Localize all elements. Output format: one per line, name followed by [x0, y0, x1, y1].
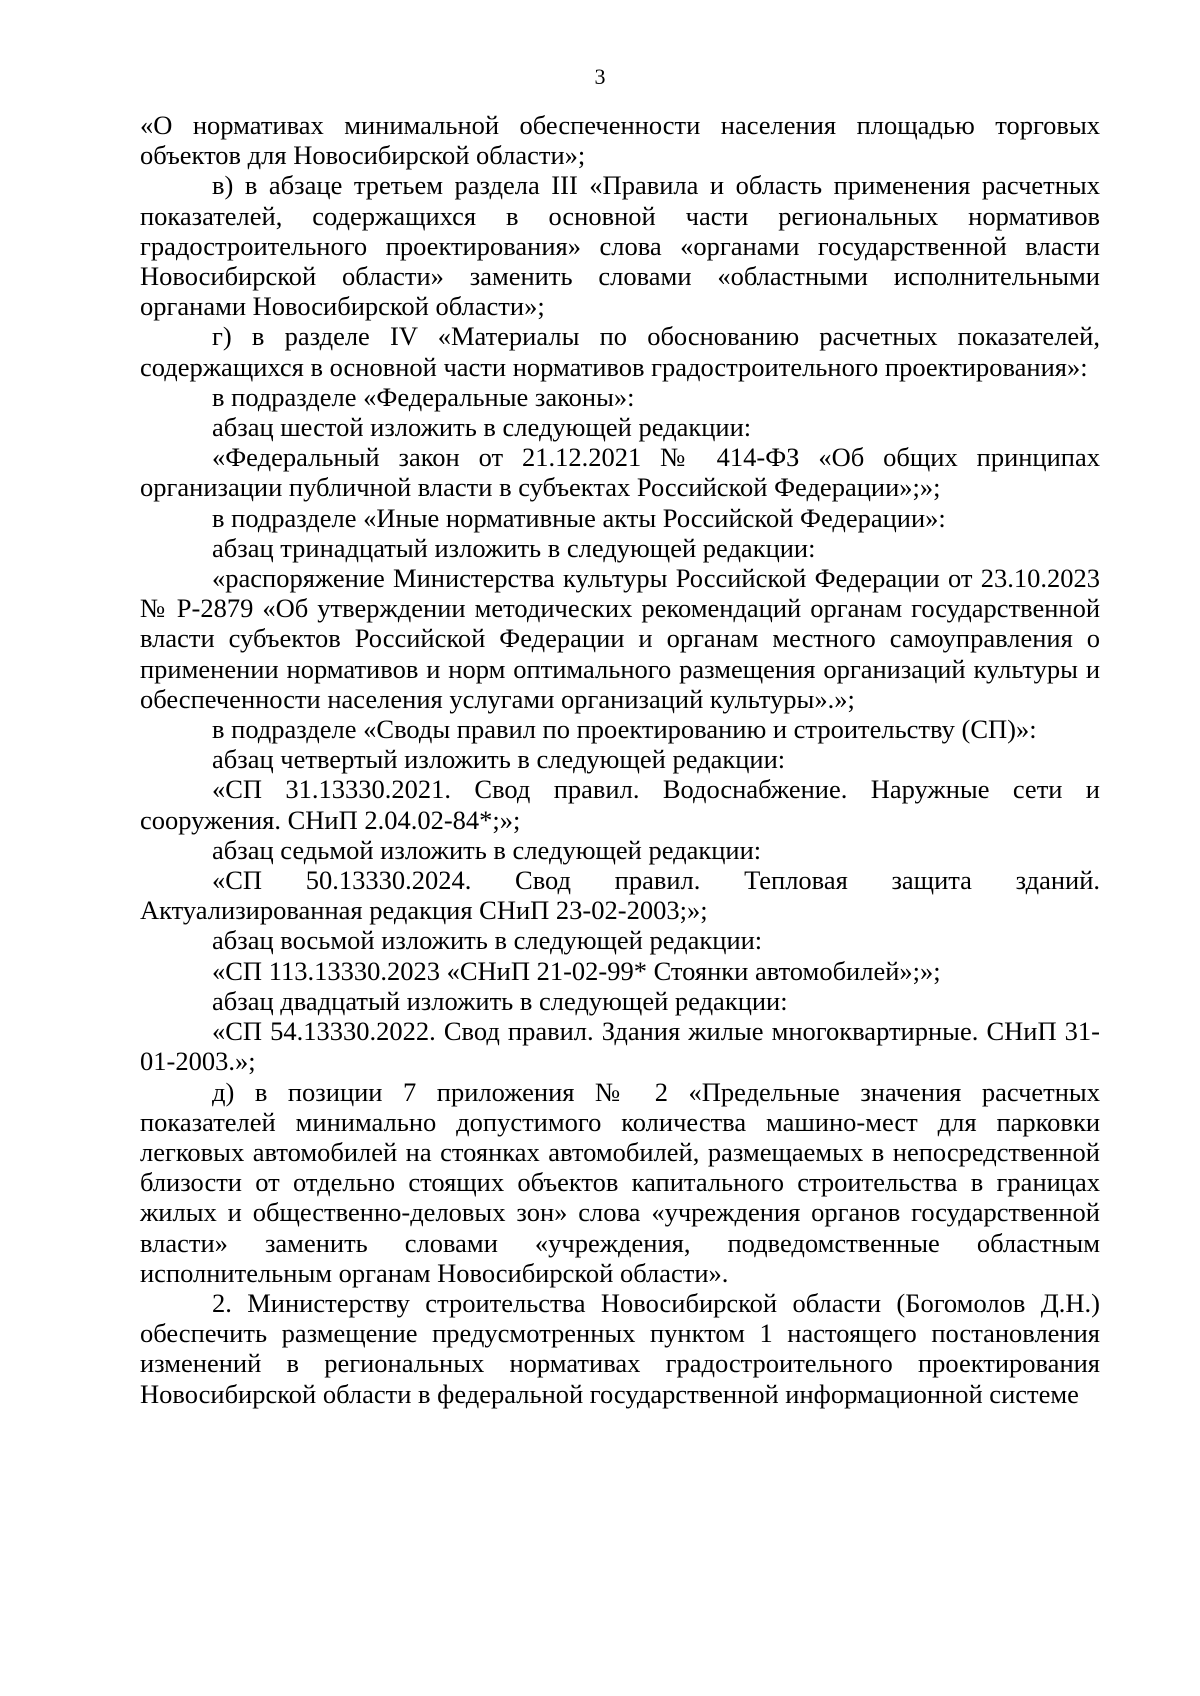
document-body	[140, 110, 1100, 1409]
paragraph: д) в позиции 7 приложения № 2 «Предельные значения расчетных показателей минимально допустимого количества машино-мест для парковки легковых автомобилей на стоянках автомобилей, размещаемых в непосредственной близости от отдельно стоящих объектов капитального строительства в границах жилых и общественно-деловых зон» слова «учреждения органов государственной власти» заменить словами «учреждения, подведомственные областным исполнительным органам Новосибирской области».	[140, 1076, 1100, 1288]
paragraph: «СП 54.13330.2022. Свод правил. Здания жилые многоквартирные. СНиП 31-01-2003.»;	[140, 1016, 1100, 1077]
paragraph: «СП 50.13330.2024. Свод правил. Тепловая защита зданий. Актуализированная редакция СНиП 23-02-2003;»;	[140, 865, 1100, 926]
paragraph: «Федеральный закон от 21.12.2021 № 414-ФЗ «Об общих принципах организации публичной власти в субъектах Российской Федерации»;»;	[140, 442, 1100, 503]
paragraph: абзац восьмой изложить в следующей редакции:	[212, 925, 763, 956]
paragraph: в подразделе «Иные нормативные акты Российской Федерации»:	[212, 502, 946, 533]
paragraph: в подразделе «Федеральные законы»:	[212, 381, 635, 412]
paragraph: «СП 113.13330.2023 «СНиП 21-02-99* Стоянки автомобилей»;»;	[212, 955, 941, 986]
paragraph: абзац седьмой изложить в следующей редакции:	[212, 834, 762, 865]
paragraph: в) в абзаце третьем раздела III «Правила и область применения расчетных показателей, содержащихся в основной части региональных нормативов градостроительного проектирования» слова «органами государственной власти Новосибирской области» заменить словами «областными исполнительными органами Новосибирской области»;	[140, 170, 1100, 322]
paragraph: в подразделе «Своды правил по проектированию и строительству (СП)»:	[212, 714, 1037, 745]
paragraph: абзац четвертый изложить в следующей редакции:	[212, 744, 786, 775]
paragraph: г) в разделе IV «Материалы по обоснованию расчетных показателей, содержащихся в основной части нормативов градостроительного проектирования»:	[140, 321, 1100, 382]
paragraph: «СП 31.13330.2021. Свод правил. Водоснабжение. Наружные сети и сооружения. СНиП 2.04.02-84*;»;	[140, 774, 1100, 835]
paragraph: абзац шестой изложить в следующей редакции:	[212, 412, 752, 443]
paragraph: абзац тринадцатый изложить в следующей редакции:	[212, 532, 816, 563]
paragraph: «распоряжение Министерства культуры Российской Федерации от 23.10.2023 № Р-2879 «Об утверждении методических рекомендаций органам государственной власти субъектов Российской Федерации и органам местного самоуправления о применении нормативов и норм оптимального размещения организаций культуры и обеспеченности населения услугами организаций культуры».»;	[140, 563, 1100, 714]
paragraph: «О нормативах минимальной обеспеченности населения площадью торговых объектов для Новосибирской области»;	[140, 110, 1100, 171]
paragraph: 2. Министерству строительства Новосибирской области (Богомолов Д.Н.) обеспечить размещение предусмотренных пунктом 1 настоящего постановления изменений в региональных нормативах градостроительного проектирования Новосибирской области в федеральной государственной информационной системе	[140, 1287, 1100, 1409]
page-number: 3	[594, 64, 606, 89]
paragraph: абзац двадцатый изложить в следующей редакции:	[212, 985, 788, 1016]
